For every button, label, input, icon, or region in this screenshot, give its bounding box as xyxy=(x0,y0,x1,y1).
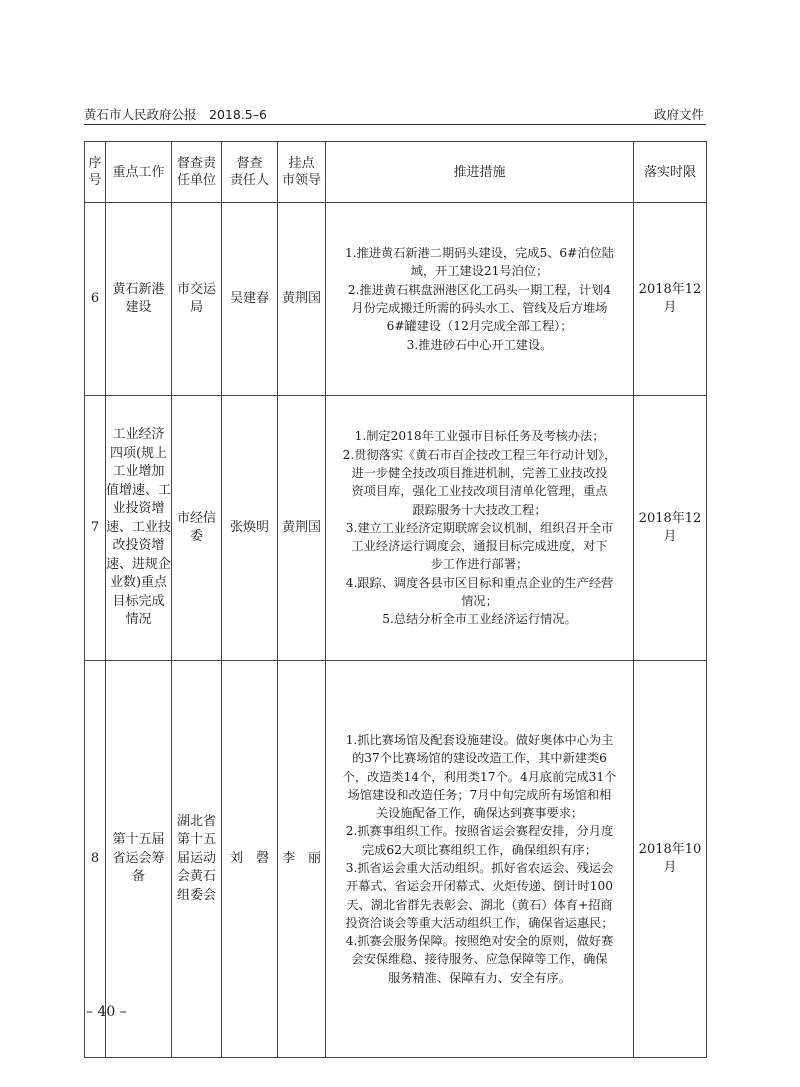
gazette-title: 黄石市人民政府公报 2018.5–6 xyxy=(84,107,267,122)
supervision-table xyxy=(84,141,707,1058)
col-header-leader: 挂点 市领导 xyxy=(278,142,326,203)
deadline: 2018年10月 xyxy=(634,661,707,1058)
responsible-unit: 市经信 委 xyxy=(172,396,222,661)
row-number: 7 xyxy=(85,396,106,661)
page-number: – 40 – xyxy=(86,1004,127,1020)
col-header-unit: 督查责 任单位 xyxy=(172,142,222,203)
key-work: 工业经济 四项(规上 工业增加 值增速、工 业投资增 速、工业技 改投资增 速、进规企 业数)重点 目标完成 情况 xyxy=(106,396,172,661)
col-header-work: 重点工作 xyxy=(106,142,172,203)
responsible-unit: 市交运 局 xyxy=(172,203,222,396)
col-header-person: 督查 责任人 xyxy=(222,142,278,203)
section-title: 政府文件 xyxy=(653,107,704,122)
table-header-row xyxy=(85,142,707,203)
city-leader: 黄荆国 xyxy=(278,396,326,661)
page-header xyxy=(84,104,706,125)
row-number: 6 xyxy=(85,203,106,396)
col-header-no: 序 号 xyxy=(85,142,106,203)
key-work: 第十五届 省运会筹 备 xyxy=(106,661,172,1058)
row-number: 8 xyxy=(85,661,106,1058)
responsible-person: 吴建春 xyxy=(222,203,278,396)
measures: 1.制定2018年工业强市目标任务及考核办法； 2.贯彻落实《黄石市百企技改工程三年行动计划》， 进一步健全技改项目推进机制，完善工业技改投 资项目库，强化工业技改项目清单化管理，重点 跟踪服务十大技改工程； 3.建立工业经济定期联席会议机制，组织召开全市 工业经济运行调度会，通报目标完成进度，对下 步工作进行部署； 4.跟踪、调度各县市区目标和重点企业的生产经营 情况； 5.总结分析全市工业经济运行情况。 xyxy=(326,396,634,661)
city-leader: 黄荆国 xyxy=(278,203,326,396)
measures: 1.抓比赛场馆及配套设施建设。做好奥体中心为主 的37个比赛场馆的建设改造工作，其中新建类6 个，改造类14个，利用类17个。4月底前完成31个 场馆建设和改造任务；7月中旬完成所有场馆和相 关设施配备工作，确保达到赛事要求； 2.抓赛事组织工作。按照省运会赛程安排，分月度 完成62大项比赛组织工作，确保组织有序； 3.抓省运会重大活动组织。抓好省农运会、残运会 开幕式、省运会开闭幕式、火炬传递、倒计时100 天、湖北省群先表彰会、湖北（黄石）体育+招商 投资洽谈会等重大活动组织工作，确保省运惠民； 4.抓赛会服务保障。按照绝对安全的原则，做好赛 会安保维稳、接待服务、应急保障等工作，确保 服务精准、保障有力、安全有序。 xyxy=(326,661,634,1058)
deadline: 2018年12月 xyxy=(634,203,707,396)
table-row xyxy=(85,661,707,1058)
measures: 1.推进黄石新港二期码头建设，完成5、6#泊位陆 域，开工建设21号泊位； 2.推进黄石棋盘洲港区化工码头一期工程，计划4 月份完成搬迁所需的码头水工、管线及后方堆场 6#罐建设（12月完成全部工程）； 3.推进砂石中心开工建设。 xyxy=(326,203,634,396)
responsible-person: 刘 磬 xyxy=(222,661,278,1058)
key-work: 黄石新港 建设 xyxy=(106,203,172,396)
col-header-deadline: 落实时限 xyxy=(634,142,707,203)
responsible-unit: 湖北省 第十五 届运动 会黄石 组委会 xyxy=(172,661,222,1058)
city-leader: 李 丽 xyxy=(278,661,326,1058)
deadline: 2018年12月 xyxy=(634,396,707,661)
col-header-measures: 推进措施 xyxy=(326,142,634,203)
table-row xyxy=(85,396,707,661)
responsible-person: 张焕明 xyxy=(222,396,278,661)
table-row xyxy=(85,203,707,396)
